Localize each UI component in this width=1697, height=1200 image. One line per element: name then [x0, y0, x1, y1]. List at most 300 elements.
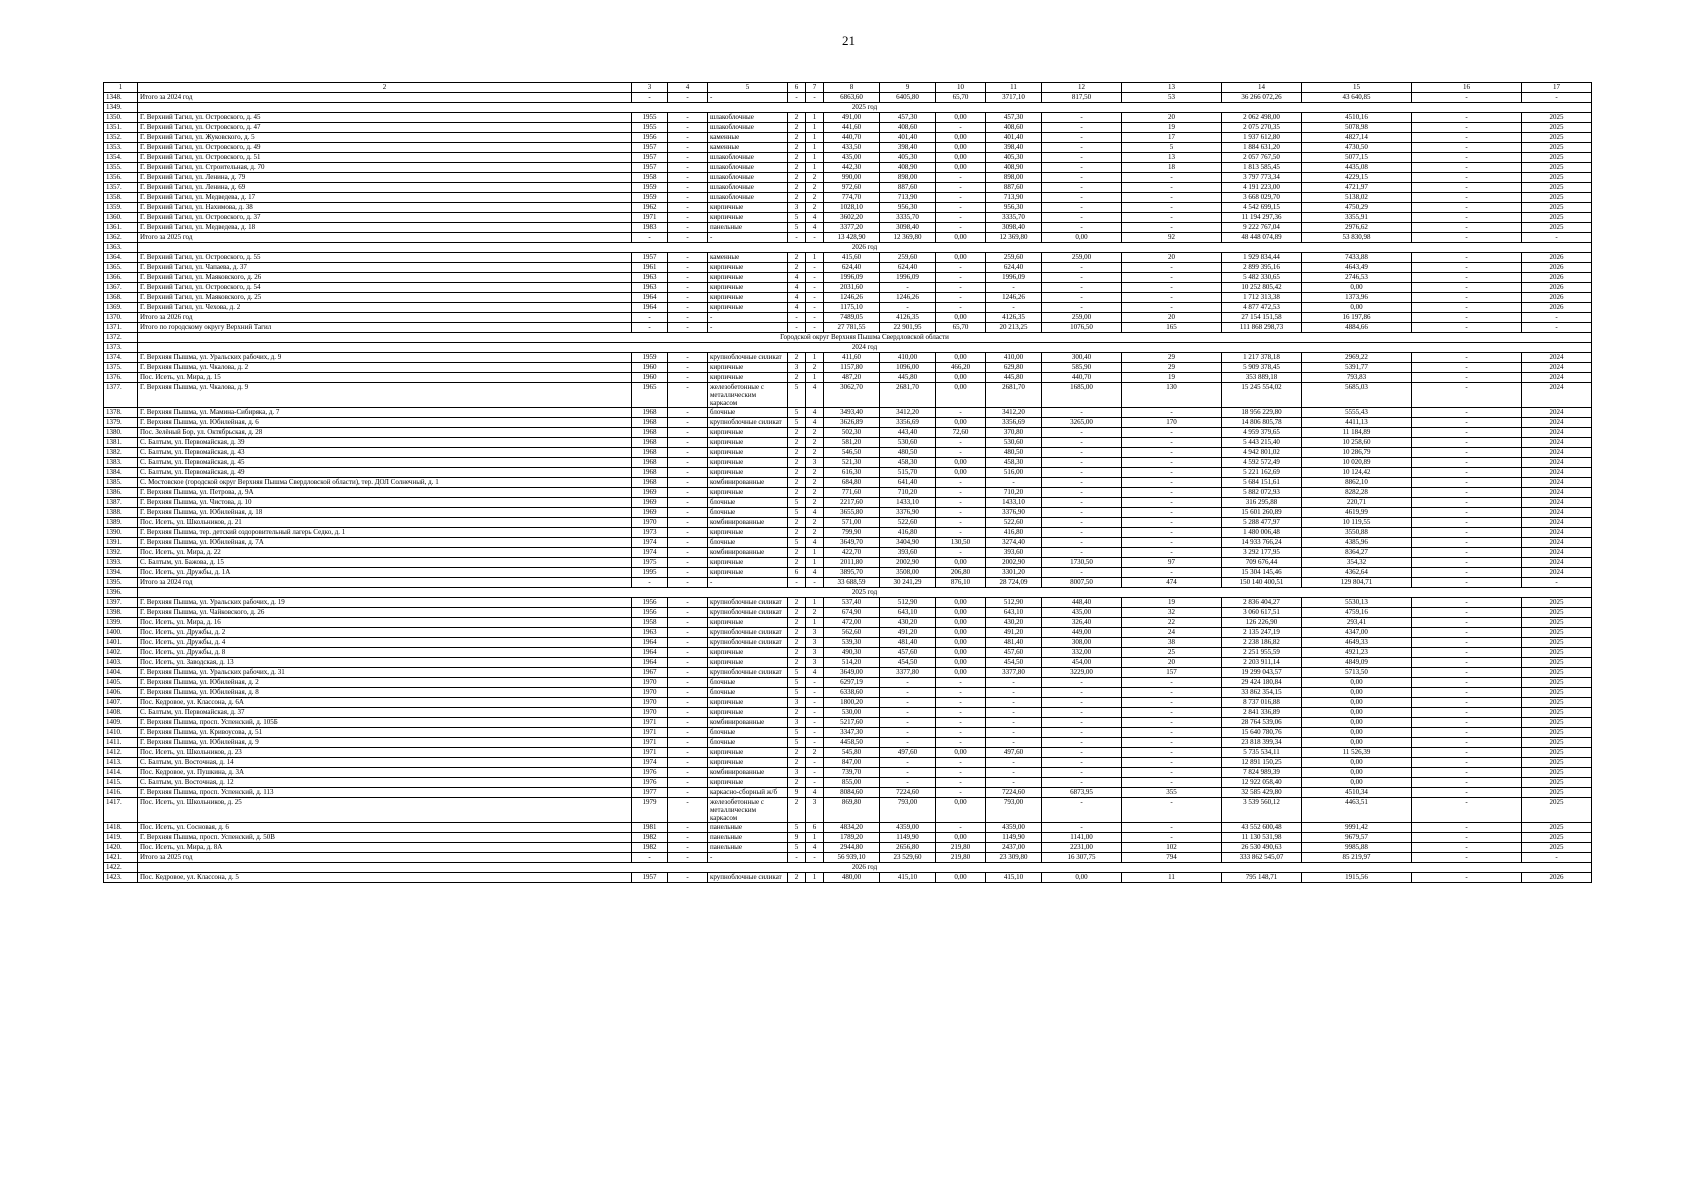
table-cell: 170: [1122, 418, 1222, 428]
housing-register-table: [103, 82, 1592, 883]
table-cell: 220,71: [1302, 498, 1412, 508]
table-cell: 1028,10: [824, 203, 880, 213]
table-cell: 5 684 151,61: [1222, 478, 1302, 488]
table-cell: -: [1042, 508, 1122, 518]
table-cell: 8282,28: [1302, 488, 1412, 498]
table-cell: 2024: [1522, 428, 1592, 438]
table-cell: 2025: [1522, 133, 1592, 143]
table-cell: 713,90: [986, 193, 1042, 203]
table-cell: -: [880, 303, 936, 313]
table-cell: 8084,60: [824, 788, 880, 798]
table-cell: -: [1412, 408, 1522, 418]
table-cell: 4385,96: [1302, 538, 1412, 548]
address-cell: Г. Верхняя Пышма, ул. Уральских рабочих, д. 19: [138, 598, 632, 608]
table-row: [104, 798, 1592, 823]
table-cell: 25: [1122, 648, 1222, 658]
table-cell: 793,83: [1302, 373, 1412, 383]
table-row: [104, 468, 1592, 478]
table-cell: 1 480 006,48: [1222, 528, 1302, 538]
table-cell: 2025: [1522, 843, 1592, 853]
table-cell: 14 933 766,24: [1222, 538, 1302, 548]
table-cell: 9985,88: [1302, 843, 1412, 853]
table-cell: 876,10: [936, 578, 986, 588]
table-cell: -: [1412, 153, 1522, 163]
table-cell: 20 213,25: [986, 323, 1042, 333]
table-cell: -: [668, 698, 708, 708]
table-cell: 3649,00: [824, 668, 880, 678]
table-cell: каменные: [708, 133, 788, 143]
table-row: [104, 538, 1592, 548]
table-cell: 1 217 378,18: [1222, 353, 1302, 363]
table-cell: 4463,51: [1302, 798, 1412, 823]
table-cell: -: [1042, 538, 1122, 548]
table-cell: -: [936, 738, 986, 748]
table-cell: 2: [788, 153, 806, 163]
table-cell: -: [668, 608, 708, 618]
table-cell: 1958: [632, 618, 668, 628]
table-cell: -: [1412, 538, 1522, 548]
table-cell: -: [668, 153, 708, 163]
table-cell: 1: [806, 153, 824, 163]
table-cell: 2024: [1522, 408, 1592, 418]
table-cell: -: [668, 833, 708, 843]
row-number: 1388.: [104, 508, 138, 518]
table-cell: 7224,60: [880, 788, 936, 798]
table-cell: -: [1412, 668, 1522, 678]
table-cell: -: [806, 283, 824, 293]
table-cell: -: [880, 698, 936, 708]
table-cell: 771,60: [824, 488, 880, 498]
table-cell: 2: [788, 173, 806, 183]
table-cell: -: [1412, 688, 1522, 698]
table-cell: 530,60: [880, 438, 936, 448]
table-cell: 512,90: [986, 598, 1042, 608]
table-cell: -: [668, 638, 708, 648]
table-cell: 454,00: [1042, 658, 1122, 668]
table-cell: -: [1122, 213, 1222, 223]
table-cell: 12 891 150,25: [1222, 758, 1302, 768]
table-cell: 0,00: [936, 833, 986, 843]
table-cell: -: [1122, 193, 1222, 203]
table-row: [104, 518, 1592, 528]
table-cell: 521,30: [824, 458, 880, 468]
table-row: [104, 223, 1592, 233]
table-cell: кирпичные: [708, 778, 788, 788]
table-cell: 3: [806, 798, 824, 823]
table-cell: 2: [788, 353, 806, 363]
table-cell: 2: [806, 498, 824, 508]
table-cell: 2025: [1522, 738, 1592, 748]
table-cell: -: [668, 648, 708, 658]
table-cell: 4411,13: [1302, 418, 1412, 428]
table-cell: 4 191 223,00: [1222, 183, 1302, 193]
table-cell: 2026: [1522, 303, 1592, 313]
table-cell: -: [668, 778, 708, 788]
table-cell: 1961: [632, 263, 668, 273]
address-cell: Г. Верхний Тагил, ул. Медведева, д. 17: [138, 193, 632, 203]
table-cell: 1976: [632, 778, 668, 788]
table-row: [104, 133, 1592, 143]
row-number: 1409.: [104, 718, 138, 728]
table-cell: 2025: [1522, 598, 1592, 608]
table-cell: 2024: [1522, 353, 1592, 363]
table-cell: 53 830,98: [1302, 233, 1412, 243]
table-cell: 2 899 395,16: [1222, 263, 1302, 273]
table-cell: 0,00: [936, 873, 986, 883]
table-cell: 4643,49: [1302, 263, 1412, 273]
table-cell: 408,60: [880, 123, 936, 133]
table-cell: 2: [788, 658, 806, 668]
address-cell: Пос. Исеть, ул. Мира, д. 16: [138, 618, 632, 628]
table-cell: 5713,50: [1302, 668, 1412, 678]
table-cell: 4759,16: [1302, 608, 1412, 618]
table-cell: -: [1122, 778, 1222, 788]
table-cell: 2231,00: [1042, 843, 1122, 853]
table-cell: 4730,50: [1302, 143, 1412, 153]
table-cell: 416,80: [880, 528, 936, 538]
table-cell: 1960: [632, 363, 668, 373]
table-row: [104, 363, 1592, 373]
column-number: 8: [824, 83, 880, 93]
table-cell: -: [668, 458, 708, 468]
table-cell: 219,80: [936, 843, 986, 853]
address-cell: Пос. Исеть, ул. Мира, д. 15: [138, 373, 632, 383]
table-row: [104, 758, 1592, 768]
table-cell: -: [668, 788, 708, 798]
column-number: 9: [880, 83, 936, 93]
table-cell: -: [1042, 273, 1122, 283]
address-cell: Г. Верхний Тагил, ул. Чехова, д. 2: [138, 303, 632, 313]
table-cell: 3301,20: [986, 568, 1042, 578]
table-cell: 2025: [1522, 223, 1592, 233]
table-cell: 684,80: [824, 478, 880, 488]
table-cell: -: [1412, 788, 1522, 798]
table-cell: железобетонные с металлическим каркасом: [708, 383, 788, 408]
table-cell: -: [668, 823, 708, 833]
row-number: 1389.: [104, 518, 138, 528]
table-cell: 739,70: [824, 768, 880, 778]
table-cell: 1964: [632, 658, 668, 668]
table-cell: кирпичные: [708, 373, 788, 383]
table-cell: кирпичные: [708, 283, 788, 293]
table-cell: -: [1042, 173, 1122, 183]
table-cell: 1149,90: [986, 833, 1042, 843]
table-cell: -: [1122, 528, 1222, 538]
table-cell: 4884,66: [1302, 323, 1412, 333]
table-cell: 440,70: [824, 133, 880, 143]
table-cell: 1685,00: [1042, 383, 1122, 408]
table-cell: -: [668, 363, 708, 373]
table-cell: 2025: [1522, 183, 1592, 193]
table-cell: 2024: [1522, 373, 1592, 383]
table-cell: 2025: [1522, 213, 1592, 223]
address-cell: Г. Верхний Тагил, ул. Островского, д. 37: [138, 213, 632, 223]
table-cell: -: [1042, 143, 1122, 153]
table-cell: 2024: [1522, 548, 1592, 558]
table-cell: 405,30: [880, 153, 936, 163]
table-cell: 2: [788, 598, 806, 608]
table-cell: 3 060 617,51: [1222, 608, 1302, 618]
table-row: [104, 193, 1592, 203]
table-cell: 3 797 773,34: [1222, 173, 1302, 183]
table-cell: 5555,43: [1302, 408, 1412, 418]
table-cell: 85 219,97: [1302, 853, 1412, 863]
table-cell: шлакоблочные: [708, 153, 788, 163]
table-cell: -: [1122, 548, 1222, 558]
table-cell: 5138,02: [1302, 193, 1412, 203]
table-cell: -: [1412, 223, 1522, 233]
row-number: 1376.: [104, 373, 138, 383]
table-cell: 1957: [632, 153, 668, 163]
table-cell: 354,32: [1302, 558, 1412, 568]
address-cell: Пос. Кедровое, ул. Классона, д. 5: [138, 873, 632, 883]
table-cell: 1955: [632, 123, 668, 133]
table-cell: -: [708, 853, 788, 863]
table-cell: 2024: [1522, 458, 1592, 468]
table-cell: 7489,05: [824, 313, 880, 323]
table-cell: 0,00: [936, 233, 986, 243]
table-cell: 32 585 429,80: [1222, 788, 1302, 798]
column-number: 15: [1302, 83, 1412, 93]
table-cell: 2024: [1522, 383, 1592, 408]
table-cell: 2025: [1522, 788, 1592, 798]
table-cell: 1: [806, 373, 824, 383]
table-cell: 1970: [632, 708, 668, 718]
table-cell: 1959: [632, 183, 668, 193]
table-cell: 0,00: [936, 163, 986, 173]
table-cell: -: [1042, 748, 1122, 758]
table-row: [104, 418, 1592, 428]
table-cell: 4435,08: [1302, 163, 1412, 173]
table-row: [104, 163, 1592, 173]
table-cell: 28 724,09: [986, 578, 1042, 588]
table-cell: -: [880, 768, 936, 778]
table-cell: 332,00: [1042, 648, 1122, 658]
table-cell: 1076,50: [1042, 323, 1122, 333]
table-cell: 9679,57: [1302, 833, 1412, 843]
table-cell: 4649,33: [1302, 638, 1412, 648]
table-cell: 616,30: [824, 468, 880, 478]
table-cell: -: [668, 538, 708, 548]
row-number: 1367.: [104, 283, 138, 293]
row-number: 1360.: [104, 213, 138, 223]
table-cell: 585,90: [1042, 363, 1122, 373]
table-cell: панельные: [708, 823, 788, 833]
table-cell: -: [668, 658, 708, 668]
table-cell: 65,70: [936, 93, 986, 103]
table-cell: 2: [788, 163, 806, 173]
table-cell: 0,00: [1302, 758, 1412, 768]
table-cell: 497,60: [986, 748, 1042, 758]
table-cell: -: [1042, 728, 1122, 738]
table-cell: 1964: [632, 303, 668, 313]
address-cell: Г. Верхняя Пышма, ул. Юбилейная, д. 8: [138, 688, 632, 698]
row-number: 1364.: [104, 253, 138, 263]
table-cell: -: [668, 668, 708, 678]
table-cell: 1956: [632, 608, 668, 618]
table-cell: 2025: [1522, 688, 1592, 698]
table-cell: -: [1412, 823, 1522, 833]
table-cell: 13: [1122, 153, 1222, 163]
table-cell: 4 942 801,02: [1222, 448, 1302, 458]
table-cell: 2025: [1522, 143, 1592, 153]
row-number: 1405.: [104, 678, 138, 688]
table-cell: 0,00: [1302, 283, 1412, 293]
table-cell: -: [1042, 408, 1122, 418]
table-row: [104, 373, 1592, 383]
table-cell: 1981: [632, 823, 668, 833]
table-cell: 1971: [632, 748, 668, 758]
table-cell: 408,60: [986, 123, 1042, 133]
table-cell: 1969: [632, 508, 668, 518]
table-row: [104, 823, 1592, 833]
table-cell: 1995: [632, 568, 668, 578]
table-cell: 4347,00: [1302, 628, 1412, 638]
table-cell: -: [1042, 528, 1122, 538]
table-cell: -: [1412, 203, 1522, 213]
table-cell: 3: [806, 638, 824, 648]
table-cell: 410,00: [880, 353, 936, 363]
table-cell: 53: [1122, 93, 1222, 103]
row-number: 1352.: [104, 133, 138, 143]
table-row: [104, 853, 1592, 863]
table-cell: 474: [1122, 578, 1222, 588]
row-number: 1354.: [104, 153, 138, 163]
table-cell: 1968: [632, 458, 668, 468]
column-number: 13: [1122, 83, 1222, 93]
table-cell: -: [788, 313, 806, 323]
table-cell: 9991,42: [1302, 823, 1412, 833]
table-cell: -: [806, 688, 824, 698]
row-number: 1353.: [104, 143, 138, 153]
table-cell: -: [986, 738, 1042, 748]
table-cell: 5: [788, 418, 806, 428]
table-cell: 5: [788, 738, 806, 748]
table-cell: кирпичные: [708, 488, 788, 498]
column-number: 16: [1412, 83, 1522, 93]
table-cell: 0,00: [1302, 738, 1412, 748]
table-cell: 1800,20: [824, 698, 880, 708]
table-cell: 1976: [632, 768, 668, 778]
table-cell: 990,00: [824, 173, 880, 183]
table-cell: 956,30: [880, 203, 936, 213]
table-cell: -: [806, 273, 824, 283]
table-row: [104, 458, 1592, 468]
table-cell: -: [986, 698, 1042, 708]
table-cell: 522,60: [986, 518, 1042, 528]
table-cell: 23 818 399,34: [1222, 738, 1302, 748]
address-cell: Пос. Исеть, ул. Дружбы, д. 4: [138, 638, 632, 648]
row-number: 1400.: [104, 628, 138, 638]
address-cell: Пос. Исеть, ул. Заводская, д. 13: [138, 658, 632, 668]
table-cell: 643,10: [880, 608, 936, 618]
table-cell: 6873,95: [1042, 788, 1122, 798]
table-cell: -: [986, 768, 1042, 778]
table-cell: -: [1412, 628, 1522, 638]
table-cell: -: [1412, 313, 1522, 323]
table-cell: -: [668, 428, 708, 438]
table-cell: -: [1122, 498, 1222, 508]
table-cell: 92: [1122, 233, 1222, 243]
table-cell: 1246,26: [824, 293, 880, 303]
table-cell: -: [1522, 853, 1592, 863]
table-cell: -: [1412, 478, 1522, 488]
table-cell: 2 135 247,19: [1222, 628, 1302, 638]
table-cell: 1968: [632, 478, 668, 488]
table-cell: -: [1042, 478, 1122, 488]
row-number: 1410.: [104, 728, 138, 738]
table-cell: 0,00: [936, 618, 986, 628]
table-cell: 1979: [632, 798, 668, 823]
column-number: 4: [668, 83, 708, 93]
table-row: [104, 488, 1592, 498]
address-cell: Пос. Исеть, ул. Дружбы, д. 2: [138, 628, 632, 638]
table-cell: 4: [806, 788, 824, 798]
row-number: 1408.: [104, 708, 138, 718]
table-cell: 3274,40: [986, 538, 1042, 548]
table-cell: 2: [788, 193, 806, 203]
row-number: 1392.: [104, 548, 138, 558]
table-cell: 17: [1122, 133, 1222, 143]
table-cell: 5685,03: [1302, 383, 1412, 408]
address-cell: Пос. Исеть, ул. Дружбы, д. 1А: [138, 568, 632, 578]
table-cell: -: [1412, 438, 1522, 448]
column-number: 12: [1042, 83, 1122, 93]
table-cell: 1141,00: [1042, 833, 1122, 843]
table-cell: 355: [1122, 788, 1222, 798]
table-cell: -: [668, 558, 708, 568]
table-row: [104, 313, 1592, 323]
table-cell: 514,20: [824, 658, 880, 668]
table-cell: -: [668, 708, 708, 718]
table-cell: 497,60: [880, 748, 936, 758]
table-cell: 1246,26: [880, 293, 936, 303]
table-cell: -: [1412, 528, 1522, 538]
table-cell: -: [632, 233, 668, 243]
table-cell: 2026: [1522, 283, 1592, 293]
table-cell: 1 884 631,20: [1222, 143, 1302, 153]
table-cell: 2024: [1522, 488, 1592, 498]
table-cell: 12 922 058,40: [1222, 778, 1302, 788]
address-cell: С. Балтым, ул. Бажова, д. 15: [138, 558, 632, 568]
table-cell: -: [880, 678, 936, 688]
table-cell: 5: [788, 823, 806, 833]
row-number: 1350.: [104, 113, 138, 123]
table-row: [104, 203, 1592, 213]
table-cell: -: [1122, 833, 1222, 843]
table-cell: -: [1412, 353, 1522, 363]
address-cell: Пос. Исеть, ул. Школьников, д. 21: [138, 518, 632, 528]
table-cell: 4: [806, 383, 824, 408]
row-number: 1396.: [104, 588, 138, 598]
table-cell: 430,20: [986, 618, 1042, 628]
table-cell: -: [1122, 678, 1222, 688]
table-cell: 481,40: [986, 638, 1042, 648]
table-cell: -: [880, 708, 936, 718]
table-cell: -: [1042, 688, 1122, 698]
table-cell: крупноблочные силикат: [708, 353, 788, 363]
table-cell: -: [1122, 183, 1222, 193]
table-row: [104, 618, 1592, 628]
table-cell: -: [806, 293, 824, 303]
table-cell: 15 245 554,02: [1222, 383, 1302, 408]
table-cell: 2: [788, 648, 806, 658]
table-cell: 581,20: [824, 438, 880, 448]
row-number: 1381.: [104, 438, 138, 448]
table-cell: 259,60: [880, 253, 936, 263]
column-number-row: [104, 83, 1592, 93]
table-cell: 2: [788, 468, 806, 478]
